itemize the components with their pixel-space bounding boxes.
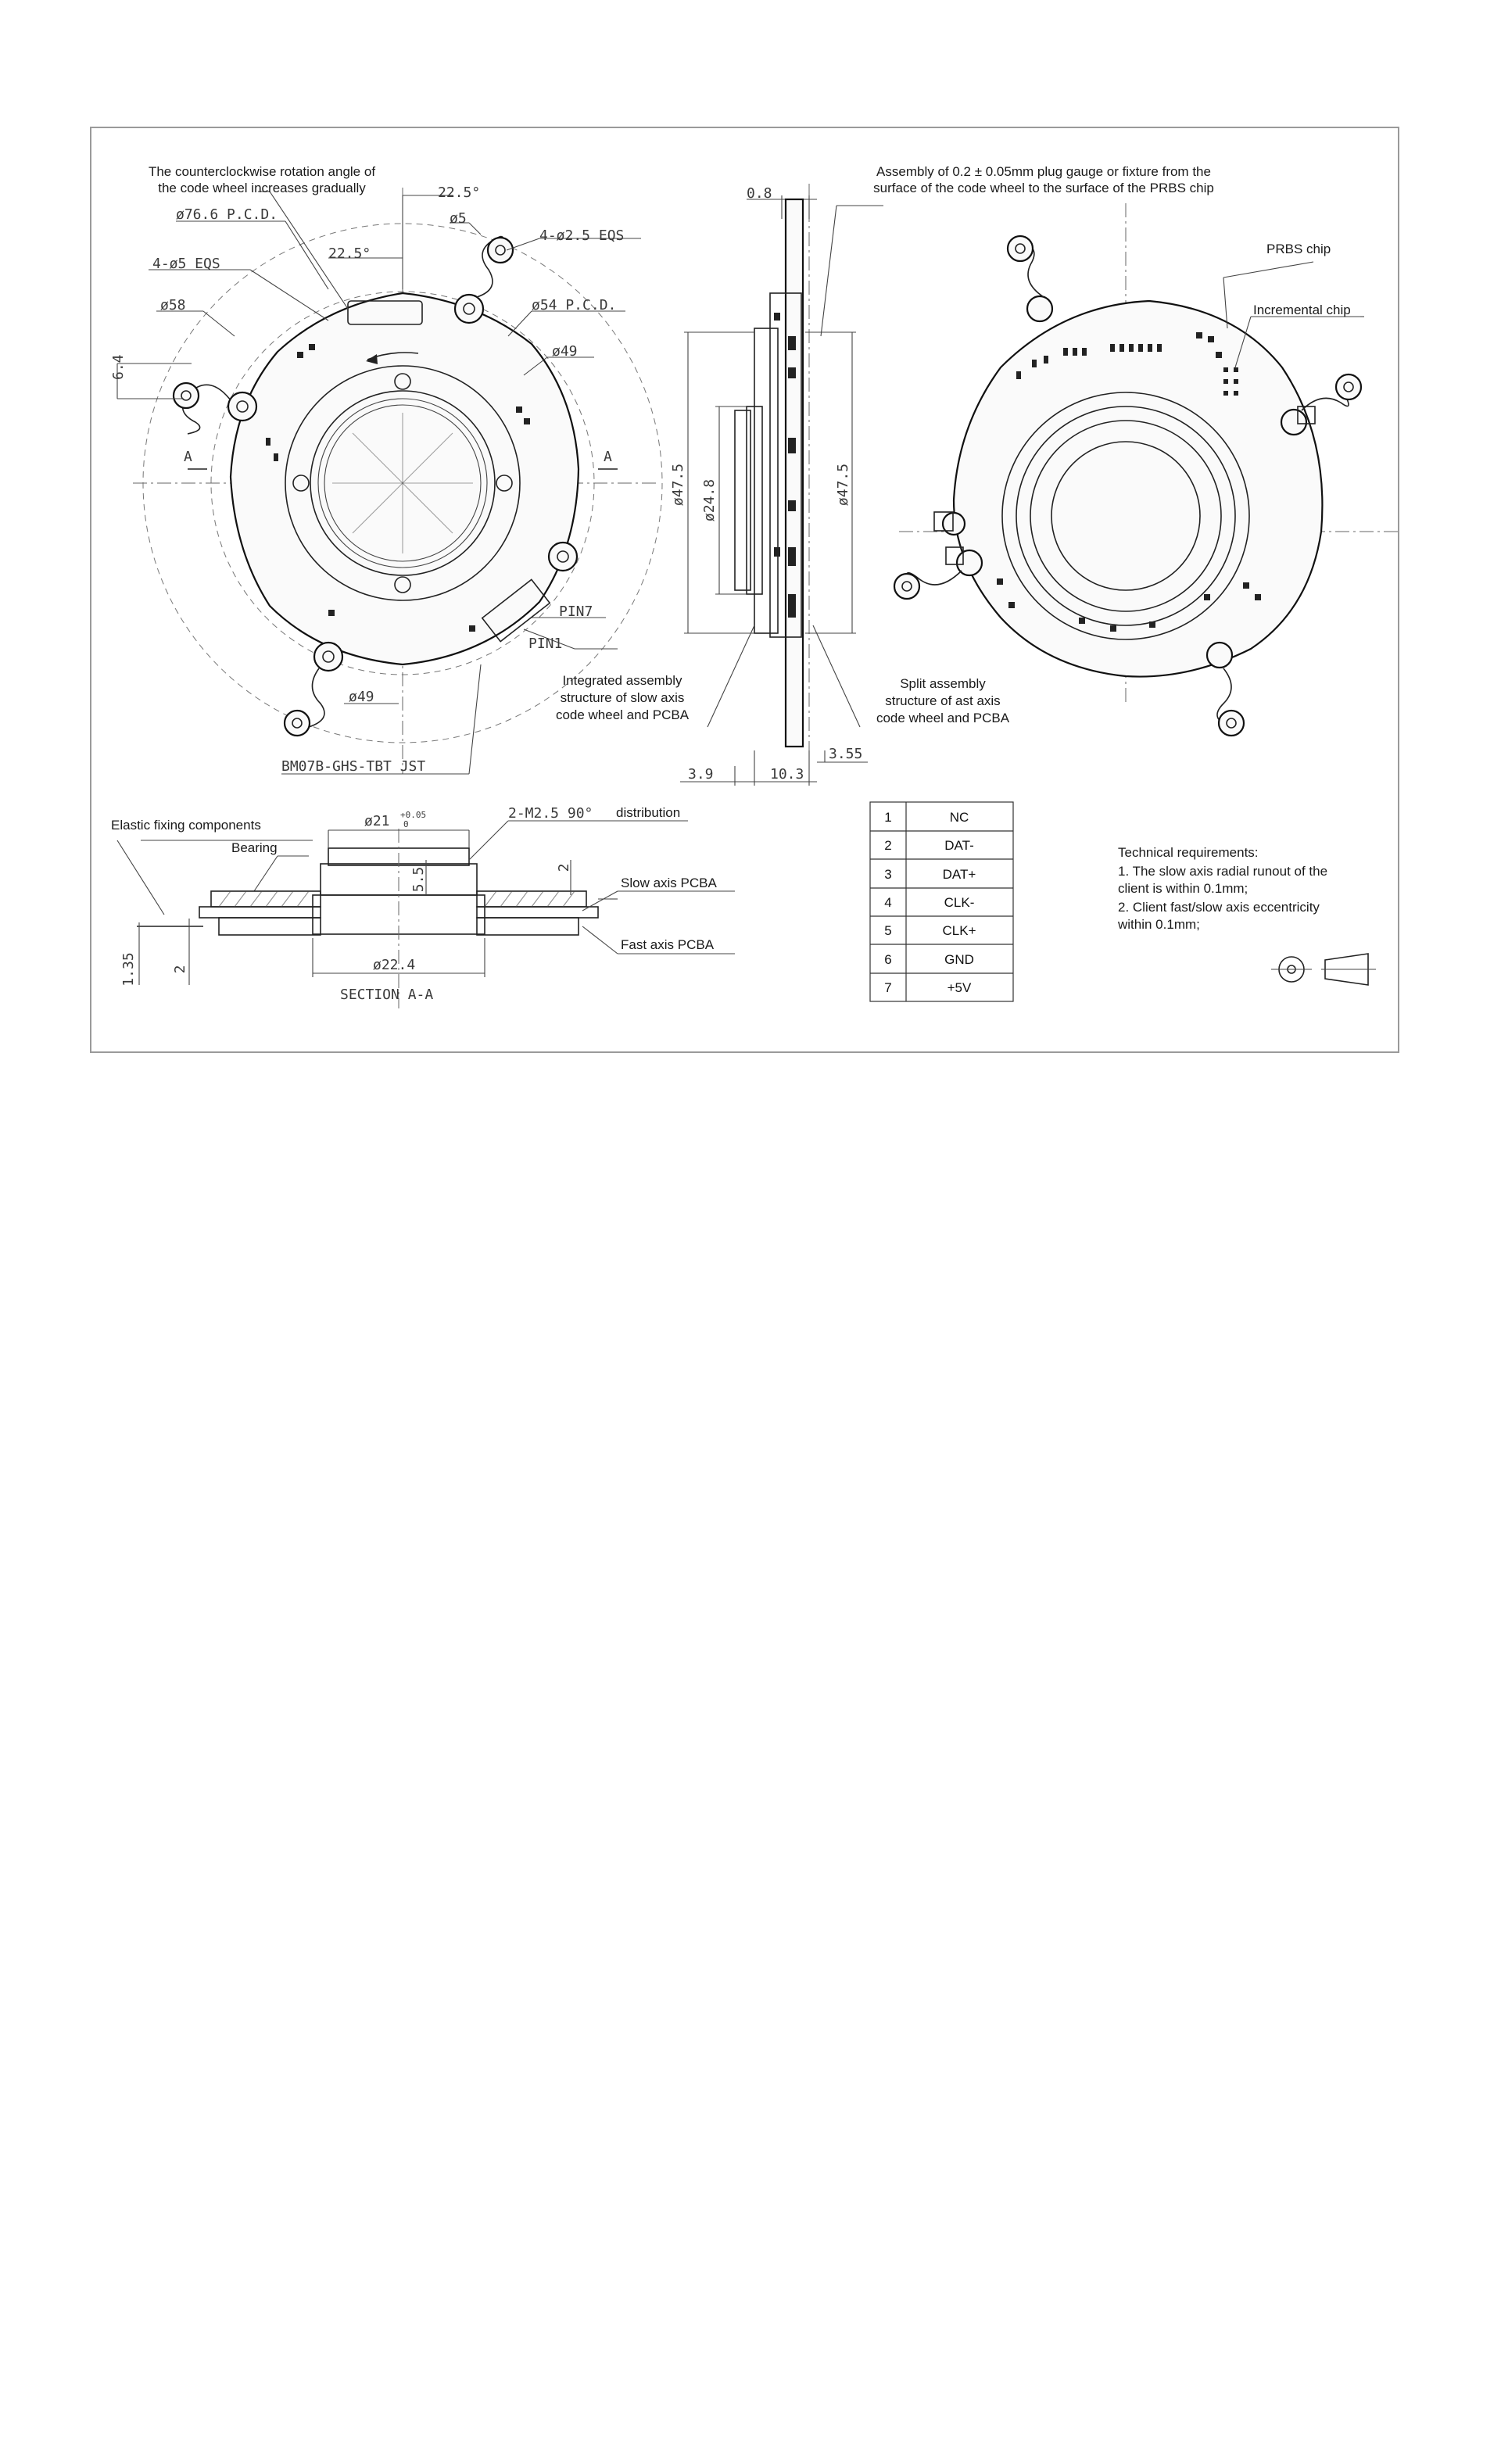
dim-pin1: PIN1	[528, 636, 563, 652]
dim-d21-tol-upper: +0.05	[400, 810, 427, 820]
tech-req-line2: client is within 0.1mm;	[1118, 881, 1248, 896]
front-ear-bottomleft	[285, 643, 342, 736]
dim-d5: ø5	[450, 210, 467, 227]
dim-w39: 3.9	[688, 766, 714, 783]
pin-signal: CLK+	[942, 923, 976, 938]
incremental-chip-label: Incremental chip	[1253, 303, 1351, 317]
dim-pin7: PIN7	[559, 603, 593, 620]
pin-number: 4	[884, 895, 892, 910]
dim-d58: ø58	[160, 297, 186, 313]
split-note-line2: structure of ast axis	[885, 693, 1001, 708]
integrated-note-line1: Integrated assembly	[562, 673, 682, 688]
tech-req-line1: 1. The slow axis radial runout of the	[1118, 864, 1328, 879]
section-mark-left: A	[184, 449, 192, 465]
tech-req-line3: 2. Client fast/slow axis eccentricity	[1118, 900, 1320, 915]
integrated-note-line3: code wheel and PCBA	[555, 707, 690, 722]
section-title: SECTION A-A	[340, 987, 434, 1003]
dim-w355: 3.55	[829, 746, 863, 762]
dim-d21-tol-lower: 0	[403, 819, 409, 829]
dim-holes-25: 4-ø2.5 EQS	[539, 227, 625, 244]
dim-h55: 5.5	[410, 866, 427, 893]
split-note-line1: Split assembly	[900, 676, 986, 691]
dim-m25: 2-M2.5 90°	[508, 805, 593, 822]
tech-req-line4: within 0.1mm;	[1118, 917, 1200, 932]
integrated-note-line2: structure of slow axis	[560, 690, 685, 705]
pin-signal: GND	[944, 952, 974, 967]
pin-number: 2	[884, 838, 892, 853]
pin-row-2	[884, 838, 973, 853]
section-mark-right: A	[604, 449, 612, 465]
tech-req-title: Technical requirements:	[1118, 845, 1259, 860]
fast-pcba-label: Fast axis PCBA	[621, 937, 715, 952]
dim-connector: BM07B-GHS-TBT JST	[281, 758, 426, 775]
dim-gap-08: 0.8	[747, 185, 772, 202]
pin-signal: +5V	[947, 980, 972, 995]
front-ear-topright	[455, 237, 513, 324]
gauge-note-line2: surface of the code wheel to the surface of the PRBS chip	[873, 181, 1214, 195]
pin-row-3	[884, 867, 976, 882]
dim-d475-right: ø47.5	[835, 463, 851, 507]
pin-row-6	[884, 952, 974, 967]
pin-signal: DAT-	[944, 838, 974, 853]
pin-table	[870, 802, 1013, 1001]
pin-row-1	[884, 810, 969, 825]
pin-number: 1	[884, 810, 892, 825]
pin-row-5	[884, 923, 976, 938]
dim-holes-5: 4-ø5 EQS	[152, 256, 220, 272]
pin-number: 3	[884, 867, 892, 882]
dim-d475-left: ø47.5	[670, 463, 686, 507]
section-view	[117, 821, 735, 1008]
prbs-chip-label: PRBS chip	[1266, 242, 1331, 256]
pin-number: 6	[884, 952, 892, 967]
dim-w64: 6.4	[110, 354, 127, 380]
dim-d224: ø22.4	[373, 957, 416, 973]
rotation-note-line2: the code wheel increases gradually	[158, 181, 366, 195]
dim-d49-top: ø49	[552, 343, 578, 360]
slow-pcba-label: Slow axis PCBA	[621, 876, 717, 890]
dim-d49-bottom: ø49	[349, 689, 374, 705]
dim-d248: ø24.8	[701, 478, 718, 522]
dim-angle-a: 22.5°	[438, 184, 481, 201]
distribution-label: distribution	[616, 805, 681, 820]
pin-row-4	[884, 895, 974, 910]
pin-number: 5	[884, 923, 892, 938]
dim-h2-left: 2	[172, 965, 188, 974]
gauge-note-line1: Assembly of 0.2 ± 0.05mm plug gauge or fixture from the	[876, 164, 1211, 179]
rear-view	[894, 203, 1399, 736]
pin-signal: CLK-	[944, 895, 975, 910]
bearing-label: Bearing	[231, 840, 278, 855]
dim-h135: 1.35	[120, 952, 137, 987]
pin-signal: NC	[949, 810, 969, 825]
elastic-label: Elastic fixing components	[111, 818, 261, 833]
dim-h2-top: 2	[556, 863, 572, 872]
dim-angle-b: 22.5°	[328, 245, 371, 262]
dim-w103: 10.3	[770, 766, 804, 783]
concentricity-symbol	[1271, 954, 1376, 985]
dim-d21: ø21	[364, 813, 390, 829]
front-ear-right	[549, 543, 577, 571]
pin-signal: DAT+	[942, 867, 976, 882]
rotation-note-line1: The counterclockwise rotation angle of	[148, 164, 376, 179]
dim-pcd-766: ø76.6 P.C.D.	[176, 206, 278, 223]
dim-pcd-54: ø54 P.C.D.	[532, 297, 617, 313]
split-note-line3: code wheel and PCBA	[876, 711, 1010, 725]
pin-row-7	[884, 980, 972, 995]
pin-number: 7	[884, 980, 892, 995]
